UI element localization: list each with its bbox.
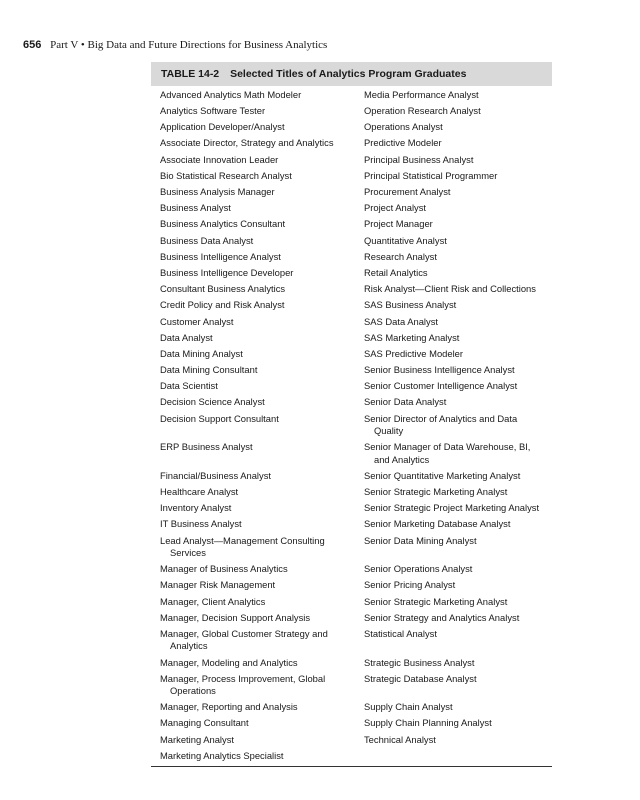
title-text: Business Data Analyst: [160, 234, 254, 246]
title-cell-right: [364, 364, 552, 376]
table-row: [151, 655, 552, 671]
title-text: SAS Business Analyst: [364, 299, 457, 311]
title-cell-left: [151, 750, 364, 762]
title-cell-right: [364, 657, 552, 669]
title-text: Strategic Business Analyst: [364, 656, 475, 668]
title-cell-left: [151, 235, 364, 247]
table-row: [151, 439, 552, 468]
title-cell-left: [151, 137, 364, 149]
title-text: Procurement Analyst: [364, 186, 451, 198]
title-text: Supply Chain Analyst: [364, 701, 453, 713]
title-cell-right: [364, 470, 552, 482]
title-cell-left: [151, 396, 364, 408]
table-row: [151, 184, 552, 200]
title-text: Business Intelligence Analyst: [160, 250, 281, 262]
title-cell-left: [151, 413, 364, 438]
title-text: Manager, Global Customer Strategy and Analytics: [160, 627, 328, 652]
title-cell-right: [364, 121, 552, 133]
title-text: Strategic Database Analyst: [364, 672, 477, 684]
title-text: Senior Strategy and Analytics Analyst: [364, 611, 520, 623]
title-text: Bio Statistical Research Analyst: [160, 169, 292, 181]
table-row: [151, 136, 552, 152]
table-row: [151, 561, 552, 577]
title-cell-right: [364, 105, 552, 117]
title-text: Senior Data Mining Analyst: [364, 534, 477, 546]
table-row: [151, 626, 552, 655]
title-text: SAS Predictive Modeler: [364, 347, 464, 359]
title-cell-right: [364, 235, 552, 247]
title-text: Business Intelligence Developer: [160, 266, 294, 278]
title-cell-left: [151, 170, 364, 182]
table-row: [151, 330, 552, 346]
title-cell-left: [151, 251, 364, 263]
title-cell-left: [151, 380, 364, 392]
table-row: [151, 716, 552, 732]
table-title: Selected Titles of Analytics Program Graduates: [230, 68, 467, 80]
title-text: Senior Operations Analyst: [364, 563, 473, 575]
table-row: [151, 168, 552, 184]
title-cell-right: [364, 89, 552, 101]
title-text: Manager, Client Analytics: [160, 595, 266, 607]
title-text: Senior Manager of Data Warehouse, BI, and Analytics: [364, 441, 531, 465]
title-text: Retail Analytics: [364, 266, 428, 278]
title-text: Operation Research Analyst: [364, 105, 481, 117]
title-cell-left: [151, 628, 364, 653]
title-text: Managing Consultant: [160, 717, 249, 729]
title-text: Business Analyst: [160, 202, 231, 214]
title-cell-right: [364, 186, 552, 198]
title-cell-left: [151, 364, 364, 376]
title-cell-left: [151, 202, 364, 214]
table-bottom-rule: [151, 766, 552, 767]
title-text: Customer Analyst: [160, 315, 234, 327]
title-text: Research Analyst: [364, 250, 437, 262]
table-row: [151, 671, 552, 700]
table-row: [151, 297, 552, 313]
table-row: [151, 748, 552, 764]
title-cell-left: [151, 596, 364, 608]
title-cell-left: [151, 657, 364, 669]
table-row: [151, 378, 552, 394]
table-row: [151, 517, 552, 533]
title-cell-left: [151, 283, 364, 295]
title-text: Healthcare Analyst: [160, 486, 239, 498]
title-cell-left: [151, 348, 364, 360]
title-text: Senior Customer Intelligence Analyst: [364, 380, 518, 392]
title-cell-left: [151, 535, 364, 560]
title-cell-left: [151, 332, 364, 344]
title-text: SAS Data Analyst: [364, 315, 438, 327]
title-text: Technical Analyst: [364, 733, 436, 745]
title-text: Business Analysis Manager: [160, 186, 275, 198]
title-cell-right: [364, 486, 552, 498]
title-cell-right: [364, 518, 552, 530]
title-text: Senior Business Intelligence Analyst: [364, 364, 515, 376]
title-text: Decision Science Analyst: [160, 396, 265, 408]
title-text: Marketing Analytics Specialist: [160, 749, 284, 761]
title-text: Data Analyst: [160, 331, 213, 343]
title-text: Analytics Software Tester: [160, 105, 266, 117]
title-cell-left: [151, 734, 364, 746]
title-cell-left: [151, 673, 364, 698]
table-row: [151, 314, 552, 330]
title-cell-right: [364, 348, 552, 360]
titles-table: [151, 62, 552, 767]
title-cell-left: [151, 267, 364, 279]
title-text: Manager of Business Analytics: [160, 563, 288, 575]
title-cell-left: [151, 154, 364, 166]
title-cell-left: [151, 186, 364, 198]
title-text: Application Developer/Analyst: [160, 121, 285, 133]
title-cell-left: [151, 89, 364, 101]
title-cell-left: [151, 701, 364, 713]
table-row: [151, 533, 552, 562]
table-row: [151, 610, 552, 626]
title-cell-right: [364, 579, 552, 591]
title-cell-right: [364, 170, 552, 182]
title-text: Senior Director of Analytics and Data Quality: [364, 412, 518, 437]
title-text: Marketing Analyst: [160, 733, 234, 745]
title-cell-right: [364, 316, 552, 328]
table-row: [151, 217, 552, 233]
title-cell-right: [364, 612, 552, 624]
title-text: Financial/Business Analyst: [160, 469, 271, 481]
title-cell-right: [364, 332, 552, 344]
title-cell-right: [364, 701, 552, 713]
title-cell-left: [151, 486, 364, 498]
title-cell-right: [364, 137, 552, 149]
title-text: Credit Policy and Risk Analyst: [160, 299, 285, 311]
title-text: Senior Strategic Marketing Analyst: [364, 486, 508, 498]
title-text: Quantitative Analyst: [364, 234, 447, 246]
title-text: Manager, Decision Support Analysis: [160, 611, 311, 623]
title-cell-right: [364, 563, 552, 575]
title-text: Decision Support Consultant: [160, 412, 279, 424]
title-cell-left: [151, 121, 364, 133]
table-row: [151, 577, 552, 593]
title-text: Senior Data Analyst: [364, 396, 447, 408]
title-cell-left: [151, 316, 364, 328]
table-row: [151, 249, 552, 265]
title-text: Senior Quantitative Marketing Analyst: [364, 469, 521, 481]
title-text: Manager, Modeling and Analytics: [160, 656, 298, 668]
title-cell-right: [364, 750, 552, 762]
title-text: Senior Marketing Database Analyst: [364, 518, 511, 530]
title-text: Associate Innovation Leader: [160, 153, 279, 165]
title-cell-left: [151, 612, 364, 624]
title-text: Lead Analyst—Management Consulting Services: [160, 534, 325, 558]
title-cell-right: [364, 202, 552, 214]
title-cell-right: [364, 502, 552, 514]
title-text: Consultant Business Analytics: [160, 283, 286, 295]
title-cell-right: [364, 717, 552, 729]
title-cell-right: [364, 628, 552, 653]
title-text: Senior Pricing Analyst: [364, 579, 456, 591]
title-text: Senior Strategic Marketing Analyst: [364, 595, 508, 607]
title-text: Risk Analyst—Client Risk and Collections: [364, 283, 536, 295]
table-row: [151, 119, 552, 135]
table-row: [151, 103, 552, 119]
title-text: Senior Strategic Project Marketing Analyst: [364, 502, 540, 514]
table-row: [151, 500, 552, 516]
title-text: Principal Business Analyst: [364, 153, 474, 165]
title-text: Associate Director, Strategy and Analytics: [160, 137, 334, 149]
table-row: [151, 87, 552, 103]
title-text: SAS Marketing Analyst: [364, 331, 460, 343]
title-text: Inventory Analyst: [160, 502, 232, 514]
title-cell-right: [364, 396, 552, 408]
title-text: ERP Business Analyst: [160, 441, 253, 453]
title-cell-right: [364, 154, 552, 166]
title-text: Data Scientist: [160, 380, 218, 392]
table-row: [151, 233, 552, 249]
table-row: [151, 395, 552, 411]
title-text: Data Mining Analyst: [160, 347, 243, 359]
table-number: TABLE 14-2: [161, 68, 220, 80]
table-row: [151, 594, 552, 610]
table-row: [151, 411, 552, 440]
title-cell-left: [151, 105, 364, 117]
title-cell-left: [151, 218, 364, 230]
title-cell-right: [364, 535, 552, 560]
title-text: Operations Analyst: [364, 121, 443, 133]
title-text: Data Mining Consultant: [160, 364, 258, 376]
table-row: [151, 265, 552, 281]
title-cell-right: [364, 441, 552, 466]
title-cell-right: [364, 283, 552, 295]
title-text: IT Business Analyst: [160, 518, 242, 530]
title-cell-right: [364, 413, 552, 438]
title-cell-right: [364, 596, 552, 608]
title-text: Advanced Analytics Math Modeler: [160, 88, 302, 100]
title-text: Media Performance Analyst: [364, 88, 479, 100]
title-text: Manager, Process Improvement, Global Operations: [160, 672, 326, 697]
title-text: Principal Statistical Programmer: [364, 169, 498, 181]
title-cell-left: [151, 441, 364, 466]
title-cell-right: [364, 380, 552, 392]
table-row: [151, 732, 552, 748]
table-row: [151, 152, 552, 168]
table-row: [151, 362, 552, 378]
table-row: [151, 699, 552, 715]
title-cell-left: [151, 299, 364, 311]
title-cell-left: [151, 579, 364, 591]
title-text: Business Analytics Consultant: [160, 218, 286, 230]
table-row: [151, 484, 552, 500]
title-text: Statistical Analyst: [364, 627, 437, 639]
title-cell-left: [151, 502, 364, 514]
title-cell-right: [364, 251, 552, 263]
title-text: Project Analyst: [364, 202, 427, 214]
table-row: [151, 346, 552, 362]
table-body: [151, 86, 552, 764]
title-text: Project Manager: [364, 218, 433, 230]
title-text: Manager Risk Management: [160, 579, 276, 591]
title-cell-left: [151, 563, 364, 575]
title-cell-right: [364, 267, 552, 279]
running-head-text: Part V • Big Data and Future Directions for Business Analytics: [50, 39, 328, 51]
title-cell-left: [151, 518, 364, 530]
table-title-bar: [151, 62, 552, 86]
table-row: [151, 200, 552, 216]
table-row: [151, 281, 552, 297]
title-text: Predictive Modeler: [364, 137, 442, 149]
title-cell-left: [151, 717, 364, 729]
running-head: [23, 39, 327, 51]
page-number: 656: [23, 39, 42, 51]
title-cell-right: [364, 734, 552, 746]
title-text: Manager, Reporting and Analysis: [160, 701, 298, 713]
title-cell-left: [151, 470, 364, 482]
title-cell-right: [364, 299, 552, 311]
table-row: [151, 468, 552, 484]
title-cell-right: [364, 218, 552, 230]
title-cell-right: [364, 673, 552, 698]
title-text: Supply Chain Planning Analyst: [364, 717, 492, 729]
